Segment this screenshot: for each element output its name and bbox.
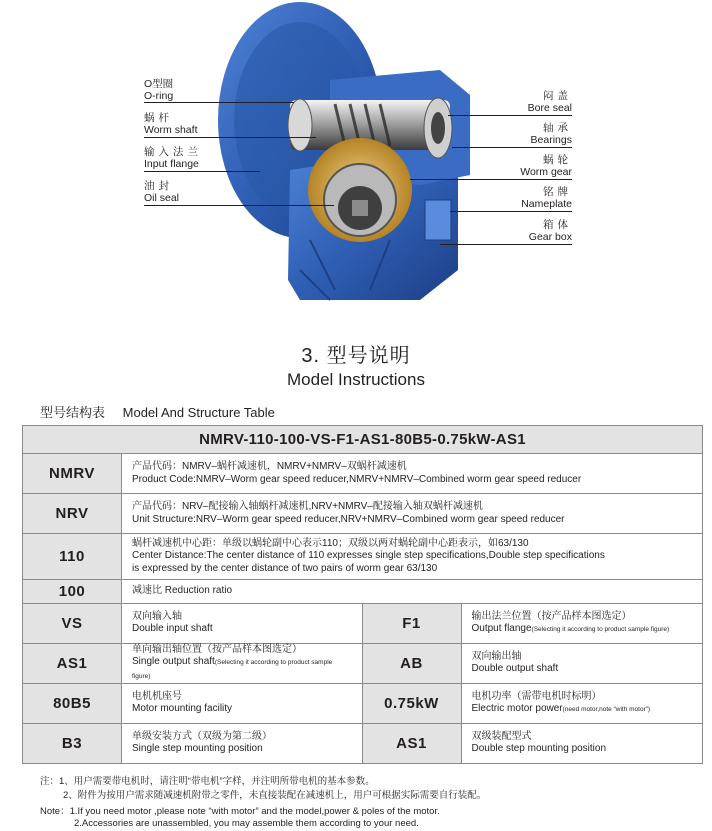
code-cell: 110: [23, 534, 122, 579]
description-en: Output flange(Selecting it according to product sample figure): [471, 623, 670, 634]
description-en: Single output shaft(Selecting it according to product sample figure): [132, 656, 333, 680]
leader-line-nameplate: [450, 211, 572, 212]
description-cn: 输出法兰位置（按产品样本图选定）: [471, 610, 632, 622]
description-en: Double step mounting position: [471, 743, 607, 754]
left-cell-group: [23, 684, 363, 723]
description-cell: [462, 724, 703, 763]
code-cell: 100: [23, 580, 122, 603]
label-o-ring: O型圈 O-ring: [144, 78, 174, 102]
section-title-en: Model Instructions: [287, 370, 425, 389]
code-cell: 0.75kW: [363, 684, 462, 723]
description-en: Center Distance:The center distance of 110 expresses single step specifications,Double step specifications: [132, 550, 605, 562]
description-en: Product Code:NMRV–Worm gear speed reducer,NMRV+NMRV–Combined worm gear speed reducer: [132, 473, 582, 485]
leader-line-gear-box: [440, 244, 572, 245]
description-en-continued: is expressed by the center distance of two pairs of worm gear 63/130: [132, 562, 438, 574]
description-cn: 双向输入轴: [132, 610, 182, 622]
leader-line-bore-seal: [448, 115, 572, 116]
description-cell: [122, 604, 362, 643]
leader-line-bearings: [452, 147, 572, 148]
table-row: [23, 453, 702, 493]
label-oil-seal: 油封 Oil seal: [144, 180, 180, 204]
label-bore-seal: 闷盖 Bore seal: [527, 90, 572, 114]
label-bearings: 轴承 Bearings: [530, 122, 572, 146]
model-structure-table: [22, 425, 703, 764]
description-cell: [462, 604, 703, 643]
leader-line-o-ring: [144, 102, 294, 103]
code-cell: B3: [23, 724, 122, 763]
description-cell: [462, 684, 703, 723]
table-row: [23, 723, 702, 763]
leader-line-worm-gear: [410, 179, 572, 180]
description-en: Double input shaft: [132, 623, 213, 634]
description-cell: [122, 580, 702, 603]
note-cn-1: 注：1、用户需要带电机时，请注明“带电机”字样，并注明所带电机的基本参数。: [40, 776, 375, 787]
description-en: Electric motor power(need motor,note “with motor”): [471, 703, 651, 714]
table-row: [23, 603, 702, 643]
code-cell: NRV: [23, 494, 122, 533]
gearbox-cutaway-drawing: [0, 0, 712, 320]
nameplate-shape: [425, 200, 451, 240]
code-cell: VS: [23, 604, 122, 643]
description-en: Motor mounting facility: [132, 703, 233, 714]
left-cell-group: [23, 604, 363, 643]
gearbox-illustration: [0, 0, 712, 320]
right-cell-group: [363, 684, 703, 723]
code-cell: AS1: [23, 644, 122, 683]
description-en: Double output shaft: [471, 663, 559, 674]
description-cell: [122, 724, 362, 763]
label-gear-box: 箱体 Gear box: [528, 219, 572, 243]
description-cell: [462, 644, 703, 683]
leader-line-input-flange: [144, 171, 260, 172]
table-row: [23, 533, 702, 579]
note-cn-2: 2、附件为按用户需求随减速机附带之零件，未直接装配在减速机上，用户可根据实际需要自行装配。: [63, 790, 487, 801]
table-caption: [40, 402, 289, 421]
description-cn: 电机功率（需带电机时标明）: [471, 690, 602, 702]
note-en-1: Note：1.If you need motor ,please note “with motor” and the model,power & poles of the motor.: [40, 806, 440, 817]
table-row: [23, 493, 702, 533]
table-caption-cn: 型号结构表: [40, 405, 106, 420]
section-title-cn: 3. 型号说明: [301, 345, 411, 367]
code-cell: F1: [363, 604, 462, 643]
description-cn: 单级安装方式（双级为第二级）: [132, 730, 272, 742]
right-cell-group: [363, 604, 703, 643]
description-cn: 产品代码：NMRV–蜗杆减速机，NMRV+NMRV–双蜗杆减速机: [132, 461, 407, 472]
leader-line-oil-seal: [144, 205, 334, 206]
description-cell: [122, 454, 702, 493]
leader-line-worm-shaft: [144, 137, 316, 138]
description-cell: [122, 534, 702, 579]
description-cn: 双级装配型式: [471, 730, 532, 742]
code-cell: AS1: [363, 724, 462, 763]
description-en: Unit Structure:NRV–Worm gear speed reducer,NRV+NMRV–Combined worm gear speed reducer: [132, 513, 565, 525]
code-cell: AB: [363, 644, 462, 683]
description-cell: [122, 644, 362, 683]
description-cn: 产品代码：NRV–配接输入轴蜗杆减速机,NRV+NMRV–配接输入轴双蜗杆减速机: [132, 501, 483, 512]
description-en: Single step mounting position: [132, 743, 263, 754]
description-cn: 电机机座号: [132, 690, 182, 702]
code-cell: 80B5: [23, 684, 122, 723]
description-cn: 单向输出轴位置（按产品样本图选定）: [132, 643, 302, 655]
table-row: [23, 579, 702, 603]
description-cn: 双向输出轴: [471, 650, 522, 662]
code-cell: NMRV: [23, 454, 122, 493]
right-cell-group: [363, 724, 703, 763]
description-text: 减速比 Reduction ratio: [132, 585, 233, 597]
table-row: [23, 683, 702, 723]
description-cn: 蜗杆减速机中心距：单级以蜗轮副中心表示110；双级以两对蜗轮副中心距表示，如63/130: [132, 537, 529, 549]
left-cell-group: [23, 644, 363, 683]
table-row: [23, 643, 702, 683]
note-en-2: 2.Accessories are unassembled, you may assemble them according to your need.: [74, 818, 419, 829]
label-nameplate: 铭牌 Nameplate: [521, 186, 572, 210]
description-cell: [122, 494, 702, 533]
left-cell-group: [23, 724, 363, 763]
right-cell-group: [363, 644, 703, 683]
label-worm-shaft: 蜗杆 Worm shaft: [144, 112, 198, 136]
description-cell: [122, 684, 362, 723]
table-caption-en: Model And Structure Table: [122, 405, 275, 420]
model-code-header: NMRV-110-100-VS-F1-AS1-80B5-0.75kW-AS1: [23, 426, 702, 453]
label-worm-gear: 蜗轮 Worm gear: [520, 154, 572, 178]
label-input-flange: 输入法兰 Input flange: [144, 146, 202, 170]
